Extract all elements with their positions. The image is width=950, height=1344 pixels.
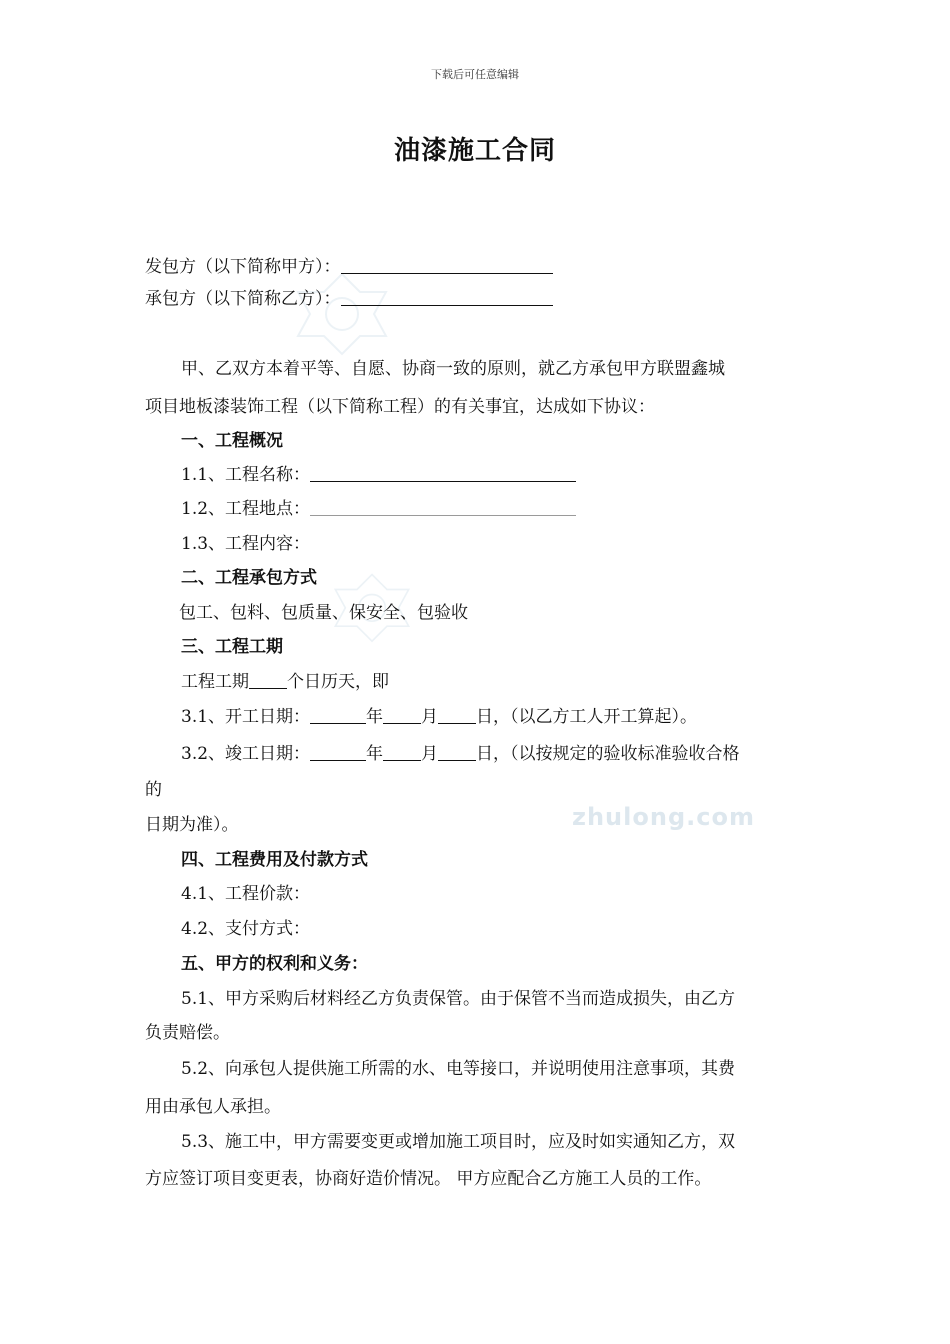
clause-5-2-line-1: 5.2、向承包人提供施工所需的水、电等接口，并说明使用注意事项，其费	[181, 1059, 736, 1079]
party-a-line	[145, 256, 553, 278]
completion-month-blank[interactable]	[383, 743, 421, 761]
start-date-label: 3.1、开工日期：	[181, 707, 311, 727]
completion-date-line	[181, 743, 740, 765]
period-suffix: 个日历天，即	[287, 672, 389, 692]
day-unit: 日，	[476, 707, 511, 727]
month-unit: 月	[421, 744, 439, 764]
clause-5-1-line-2: 负责赔偿。	[145, 1023, 230, 1043]
start-date-note: （以乙方工人开工算起）。	[510, 707, 698, 727]
period-label: 工程工期	[181, 672, 249, 692]
section-4-heading: 四、工程费用及付款方式	[181, 850, 368, 870]
completion-day-blank[interactable]	[438, 743, 476, 761]
start-day-blank[interactable]	[438, 706, 476, 724]
clause-5-3-line-2: 方应签订项目变更表，协商好造价情况。 甲方应配合乙方施工人员的工作。	[145, 1169, 712, 1189]
project-name-line	[181, 464, 576, 486]
watermark-text: zhulong.com	[572, 803, 755, 831]
clause-5-1-line-1: 5.1、甲方采购后材料经乙方负责保管。由于保管不当而造成损失，由乙方	[181, 989, 736, 1009]
start-year-blank[interactable]	[310, 706, 366, 724]
project-name-blank[interactable]	[310, 464, 576, 482]
section-5-heading: 五、甲方的权利和义务：	[181, 954, 368, 974]
project-location-blank[interactable]	[310, 498, 576, 516]
day-unit: 日，	[476, 744, 511, 764]
payment-method-label: 4.2、支付方式：	[181, 919, 311, 939]
section-1-heading: 一、工程概况	[181, 431, 283, 451]
party-b-label: 承包方（以下简称乙方）：	[145, 289, 341, 309]
construction-period-line	[181, 671, 389, 693]
year-unit: 年	[366, 707, 384, 727]
period-days-blank[interactable]	[249, 671, 287, 689]
completion-note-cont-2: 日期为准）。	[145, 815, 239, 835]
project-price-label: 4.1、工程价款：	[181, 884, 311, 904]
project-name-label: 1.1、工程名称：	[181, 465, 311, 485]
party-a-label: 发包方（以下简称甲方）：	[145, 257, 341, 277]
contract-method-text: 包工、包料、包质量、保安全、包验收	[179, 603, 468, 623]
document-title: 油漆施工合同	[393, 136, 556, 166]
party-a-blank[interactable]	[341, 256, 553, 274]
year-unit: 年	[366, 744, 384, 764]
completion-date-label: 3.2、竣工日期：	[181, 744, 311, 764]
completion-year-blank[interactable]	[310, 743, 366, 761]
header-note: 下载后可任意编辑	[431, 68, 519, 81]
intro-line-2: 项目地板漆装饰工程（以下简称工程）的有关事宜，达成如下协议：	[145, 397, 655, 417]
project-content-line	[181, 533, 310, 555]
project-content-label: 1.3、工程内容：	[181, 534, 311, 554]
section-2-heading: 二、工程承包方式	[181, 568, 317, 588]
intro-line-1: 甲、乙双方本着平等、自愿、协商一致的原则，就乙方承包甲方联盟鑫城	[181, 359, 725, 379]
clause-5-3-line-1: 5.3、施工中，甲方需要变更或增加施工项目时，应及时如实通知乙方，双	[181, 1132, 736, 1152]
clause-5-2-line-2: 用由承包人承担。	[145, 1097, 281, 1117]
start-month-blank[interactable]	[383, 706, 421, 724]
watermark-logo-icon	[282, 268, 402, 358]
party-b-blank[interactable]	[341, 288, 553, 306]
project-location-label: 1.2、工程地点：	[181, 499, 311, 519]
section-3-heading: 三、工程工期	[181, 637, 283, 657]
month-unit: 月	[421, 707, 439, 727]
completion-date-note: （以按规定的验收标准验收合格	[510, 744, 740, 764]
completion-note-cont-1: 的	[145, 780, 162, 800]
start-date-line	[181, 706, 697, 728]
project-location-line	[181, 498, 576, 520]
party-b-line	[145, 288, 553, 310]
